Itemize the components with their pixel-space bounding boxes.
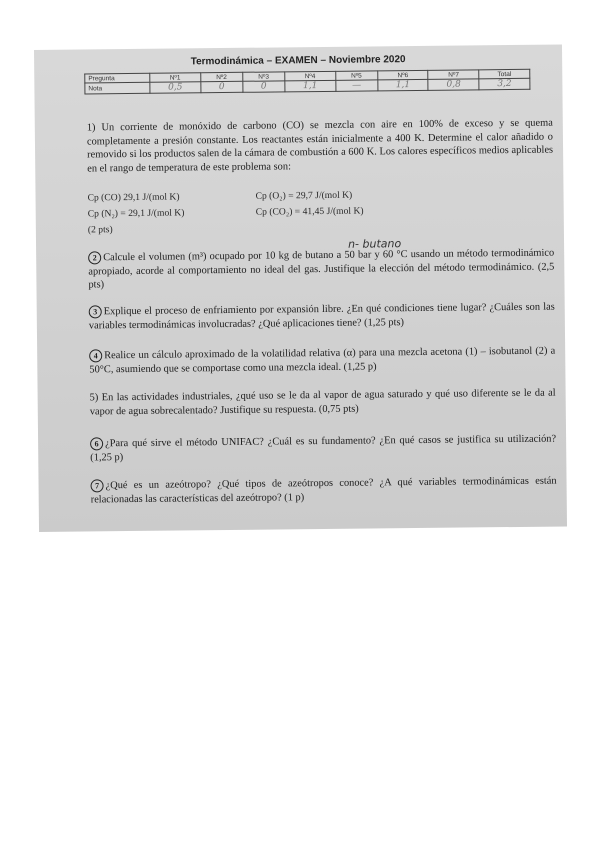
col-header: Nº1 (150, 73, 201, 83)
circled-number-mark: 6 (90, 437, 103, 450)
score-cell: 0,8 (428, 79, 479, 91)
score-cell: 0 (201, 81, 243, 92)
col-header: Nº5 (335, 71, 377, 80)
question-5 (90, 387, 556, 419)
question-1-points: (2 pts) (87, 224, 113, 236)
cp-co2: Cp (CO₂) = 41,45 J/(mol K) (255, 205, 364, 218)
question-1 (87, 117, 554, 176)
col-header: Nº4 (285, 71, 336, 81)
col-header: Nº3 (243, 72, 285, 81)
circled-number-mark: 3 (89, 305, 102, 318)
col-header: Total (479, 69, 530, 79)
question-4 (89, 345, 555, 377)
question-3 (89, 301, 555, 333)
circled-number-mark: 2 (88, 251, 101, 264)
score-cell: — (335, 80, 377, 91)
cp-o2: Cp (O₂) = 29,7 J/(mol K) (255, 189, 353, 202)
score-cell: 1,1 (378, 79, 429, 91)
question-7-text: ¿Qué es un azeótropo? ¿Qué tipos de azeótropos conoce? ¿A qué variables termodinámicas están relacionadas las características del azeótropo? (1 p) (90, 475, 557, 506)
cp-n2: Cp (N₂) = 29,1 J/(mol K) (87, 207, 185, 220)
score-table (84, 69, 530, 95)
question-6 (90, 433, 556, 465)
question-1-text: 1) Un corriente de monóxido de carbono (CO) se mezcla con aire en 100% de exceso y se quema completamente a presión constante. Los reactantes están inicialmente a 400 K. Determine el calor añadido o removido si los productos salen de la cámara de combustión a 600 K. Los calores específicos medios aplicables en el rango de temperatura de este problema son: (86, 117, 554, 175)
handwritten-note: n- butano (347, 237, 402, 251)
col-header: Nº2 (200, 72, 242, 81)
question-5-text: 5) En las actividades industriales, ¿qué uso se le da al vapor de agua saturado y qué uso diferente se le da al vapor de agua sobrecalentado? Justifique su respuesta. (0,75 pts) (89, 387, 556, 418)
col-header: Nº6 (377, 70, 428, 80)
question-2 (88, 247, 554, 293)
question-3-text: Explique el proceso de enfriamiento por expansión libre. ¿En qué condiciones tiene lugar? ¿Cuáles son las variables termodinámicas involucradas? ¿Qué aplicaciones tiene? (1,25 pts) (88, 301, 555, 332)
col-header: Nº7 (428, 70, 479, 80)
question-2-text: Calcule el volumen (m³) ocupado por 10 kg de butano a 50 bar y 60 °C usando un método termodinámico apropiado, acorde al comportamiento no ideal del gas. Justifique la elección del método termodinámico. (2,5 pts) (88, 247, 555, 291)
exam-title: Termodinámica – EXAMEN – Noviembre 2020 (190, 54, 406, 68)
circled-number-mark: 7 (91, 479, 104, 492)
exam-photo (34, 44, 567, 532)
cp-co: Cp (CO) 29,1 J/(mol K) (87, 191, 180, 204)
score-cell: 1,1 (285, 80, 336, 92)
question-7 (91, 475, 557, 507)
question-4-text: Realice un cálculo aproximado de la volatilidad relativa (α) para una mezcla acetona (1) – isobutanol (2) a 50°C, asumiendo que se comportase como una mezcla ideal. (1,25 p) (89, 345, 556, 376)
row-label-pregunta: Pregunta (85, 73, 150, 83)
row-label-nota: Nota (85, 82, 150, 94)
question-6-text: ¿Para qué sirve el método UNIFAC? ¿Cuál es su fundamento? ¿En qué casos se justifica su utilización? (1,25 p) (90, 433, 557, 464)
score-total-cell: 3,2 (479, 78, 530, 90)
circled-number-mark: 4 (89, 349, 102, 362)
score-cell: 0 (243, 81, 285, 92)
score-cell: 0,5 (150, 82, 201, 94)
